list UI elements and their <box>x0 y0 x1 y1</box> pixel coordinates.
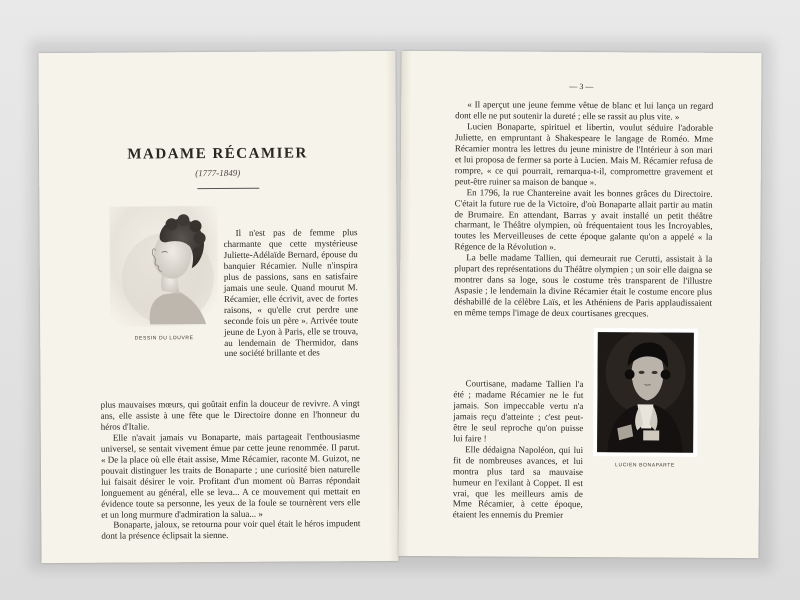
paragraph: Elle dédaigna Napoléon, qui lui fit de nombreuses avances, et lui montra plus tard sa mauvaise humeur en l'exilant à Coppet. Il est vrai, que les meilleurs amis de Mme Récamier, à cette époque, étaient les ennemis du Premier <box>452 444 584 521</box>
paragraph: Bonaparte, jaloux, se retourna pour voir quel était le héros impudent dont la présence éclipsait la sienne. <box>101 518 361 542</box>
paragraph: Elle n'avait jamais vu Bonaparte, mais partageait l'enthousiasme universel, se sentait vivement émue par cette jeune renommée. Il parut. « De la place où elle était assise, Mme Récamier, raconte M. Guizot, ne pouvait distinguer les traits de Bonaparte ; une curiosité bien naturelle lui faisait désirer le voir. Profitant d'un moment où Barras répondait longuement au général, elle se leva... A ce mouvement qui mettait en évidence toute sa personne, les yeux de la foule se tournèrent vers elle et un long murmure d'admiration la salua... » <box>100 430 361 520</box>
wrapped-text <box>453 378 584 521</box>
right-page <box>398 51 761 558</box>
page-number: — 3 — <box>569 81 594 92</box>
paragraph: En 1796, la rue Chantereine avait les bonnes grâces du Directoire. C'était la future rue de la Victoire, d'où Bonaparte allait partir au matin de Brumaire. En attendant, Barras y avait installé un petit théâtre charmant, le Théâtre olympien, où fréquentaient tous les Incroyables, toutes les Merveilleuses de cette époque galante qu'on a appelé « la Régence de la Révolution ». <box>454 186 713 253</box>
page-title: MADAME RÉCAMIER <box>127 145 308 163</box>
paragraph: Courtisane, madame Tallien l'a été ; madame Récamier ne le fut jamais. Son impeccable vertu n'a jamais reçu d'atteinte ; c'est peut-être le seul reproche qu'on puisse lui faire ! <box>453 378 584 444</box>
recamier-portrait <box>109 206 218 327</box>
recamier-portrait-drawing <box>109 206 218 327</box>
life-dates: (1777-1849) <box>195 167 241 179</box>
lucien-portrait-drawing <box>597 332 694 453</box>
paragraph: « Il aperçut une jeune femme vêtue de blanc et lui lança un regard dont elle ne put soutenir la dureté ; elle se rassit au plus vite. » <box>455 99 714 122</box>
lucien-portrait <box>597 332 694 453</box>
paragraph: La belle madame Tallien, qui demeurait rue Cerutti, assistait à la plupart des représentations du Théâtre olympien ; un soir elle daigna se montrer dans sa loge, sous le costume très transparent de l'illustre Aspasie ; le lendemain la divine Récamier était le costume encore plus déshabillé de la célèbre Laïs, et les Athéniens de Paris applaudissaient en même temps l'image de deux courtisanes grecques. <box>453 252 713 319</box>
left-page <box>38 51 398 563</box>
portrait-caption: DESSIN DU LOUVRE <box>134 335 194 342</box>
portrait-caption: LUCIEN BONAPARTE <box>615 462 675 469</box>
paragraph: Il n'est pas de femme plus charmante que cette mystérieuse Juliette-Adélaïde Bernard, épouse du banquier Récamier. Nulle n'inspira plus de passions, sans en satisfaire jamais une seule. Quand mourut M. Récamier, elle écrivit, avec de fortes raisons, « qu'elle crut perdre une seconde fois un père ». Arrivée toute jeune de Lyon à Paris, elle se trouva, au lendemain de Thermidor, dans une société brillante et des <box>223 227 359 359</box>
intro-paragraph <box>224 227 359 359</box>
paragraph: Lucien Bonaparte, spirituel et libertin, voulut séduire l'adorable Juliette, en empruntant à Shakespeare le langage de Roméo. Mme Récamier montra les lettres du jeune ministre de l'Intérieur à son mari et lui proposa de fermer sa porte à Lucien. Mais M. Récamier refusa de rompre, « ce qui pourrait, remarqua-t-il, compromettre gravement et peut-être ruiner sa maison de banque ». <box>454 121 714 187</box>
body-text <box>101 398 361 542</box>
paragraph: plus mauvaises mœurs, qui goûtait enfin la douceur de revivre. A vingt ans, elle assiste à une fête que le Directoire donne en l'honneur du héros d'Italie. <box>100 398 360 432</box>
body-text <box>454 99 713 320</box>
title-rule <box>197 188 259 189</box>
